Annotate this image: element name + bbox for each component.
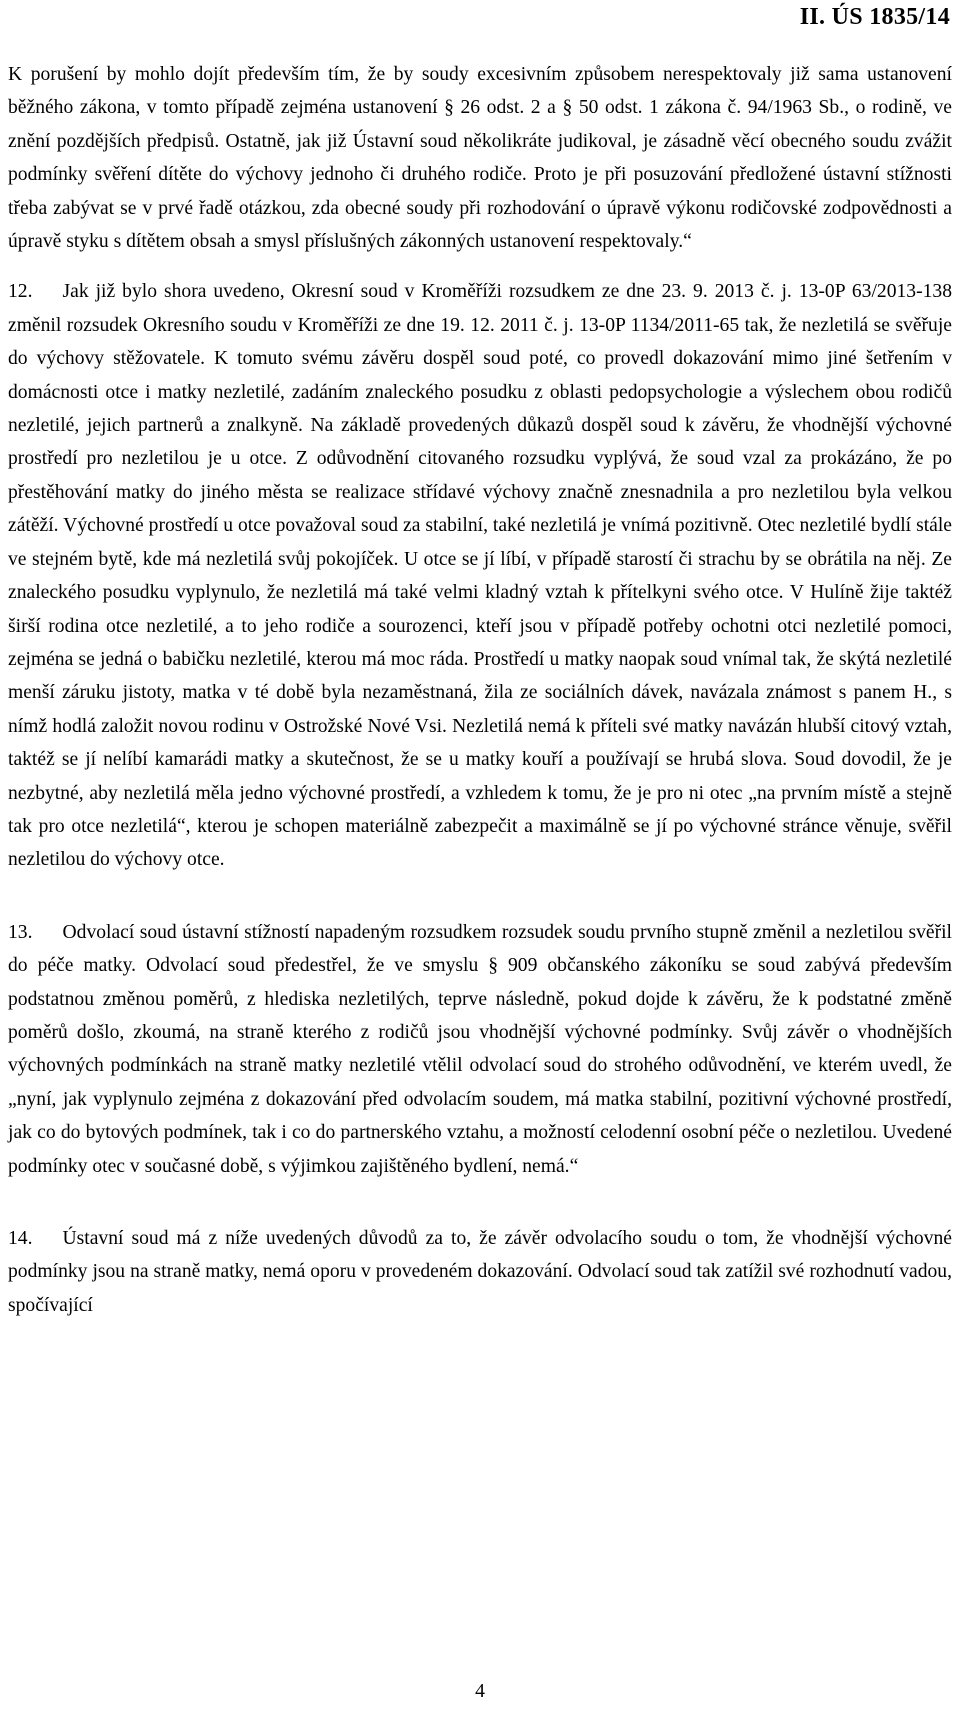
document-body [8,58,952,1322]
page-number: 4 [475,1681,485,1702]
paragraph-13 [8,916,952,1183]
paragraph-number: 12. [8,281,33,303]
paragraph-14 [8,1222,952,1322]
paragraph-number: 13. [8,921,33,943]
paragraph-gap [8,258,952,275]
paragraph-gap [8,877,952,916]
paragraph-text: Jak již bylo shora uvedeno, Okresní soud v Kroměříži rozsudkem ze dne 23. 9. 2013 č. j. 13-0P 63/2013-138 změnil rozsudek Okresního soudu v Kroměříži ze dne 19. 12. 2011 č. j. 13-0P 1134/2011-65 tak, že nezletilá se svěřuje do výchovy stěžovatele. K tomuto svému závěru dospěl soud poté, co provedl dokazování mimo jiné šetřením v domácnosti otce i matky nezletilé, zadáním znaleckého posudku z oblasti pedopsychologie a výslechem obou rodičů nezletilé, jejich partnerů a znalkyně. Na základě provedených důkazů dospěl soud k závěru, že vhodnější výchovné prostředí pro nezletilou je u otce. Z odůvodnění citovaného rozsudku vyplývá, že soud vzal za prokázáno, že po přestěhování matky do jiného města se realizace střídavé výchovy značně znesnadnila a pro nezletilou byla velkou zátěží. Výchovné prostředí u otce považoval soud za stabilní, také nezletilá je vnímá pozitivně. Otec nezletilé bydlí stále ve stejném bytě, kde má nezletilá svůj pokojíček. U otce se jí líbí, v případě starostí či strachu by se obrátila na něj. Ze znaleckého posudku vyplynulo, že nezletilá má také velmi kladný vztah k přítelkyni svého otce. V Hulíně žije taktéž širší rodina otce nezletilé, a to jeho rodiče a sourozenci, kteří jsou v případě potřeby ochotni otci nezletilé pomoci, zejména se jedná o babičku nezletilé, kterou má moc ráda. Prostředí u matky naopak soud vnímal tak, že skýtá nezletilé menší záruku jistoty, matka v té době byla nezaměstnaná, žila ze sociálních dávek, navázala známost s panem H., s nímž hodlá založit novou rodinu v Ostrožské Nové Vsi. Nezletilá nemá k příteli své matky navázán hlubší citový vztah, taktéž se jí nelíbí kamarádi matky a skutečnost, že se u matky kouří a používají se hrubá slova. Soud dovodil, že je nezbytné, aby nezletilá měla jedno výchovné prostředí, a vzhledem k tomu, že je pro ni otec „na prvním místě a stejně tak pro otce nezletilá“, kterou je schopen materiálně zabezpečit a maximálně se jí po výchovné stránce věnuje, svěřil nezletilou do výchovy otce. [8,281,952,871]
paragraph-intro: K porušení by mohlo dojít především tím, že by soudy excesivním způsobem nerespektovaly již sama ustanovení běžného zákona, v tomto případě zejména ustanovení § 26 odst. 2 a § 50 odst. 1 zákona č. 94/1963 Sb., o rodině, ve znění pozdějších předpisů. Ostatně, jak již Ústavní soud několikráte judikoval, je zásadně věcí obecného soudu zvážit podmínky svěření dítěte do výchovy jednoho či druhého rodiče. Proto je při posuzování předložené ústavní stížnosti třeba zabývat se v prvé řadě otázkou, zda obecné soudy při rozhodování o úpravě výkonu rodičovské zodpovědnosti a úpravě styku s dítětem obsah a smysl příslušných zákonných ustanovení respektovaly.“ [8,64,952,253]
paragraph-number: 14. [8,1228,33,1249]
paragraph-gap [8,1183,952,1222]
paragraph-text: Ústavní soud má z níže uvedených důvodů za to, že závěr odvolacího soudu o tom, že vhodnější výchovné podmínky jsou na straně matky, nemá oporu v provedeném dokazování. Odvolací soud tak zatížil své rozhodnutí vadou, spočívající [8,1228,952,1316]
paragraph-12 [8,275,952,876]
document-number: II. ÚS 1835/14 [799,4,950,30]
paragraph-text: Odvolací soud ústavní stížností napadeným rozsudkem rozsudek soudu prvního stupně změnil a nezletilou svěřil do péče matky. Odvolací soud předestřel, že ve smyslu § 909 občanského zákoníku se soud zabývá především podstatnou změnou poměrů, z hlediska nezletilých, teprve následně, pokud dojde k závěru, že k podstatné změně poměrů došlo, zkoumá, na straně kterého z rodičů jsou vhodnější výchovné podmínky. Svůj závěr o vhodnějších výchovných podmínkách na straně matky nezletilé vtělil odvolací soud do strohého odůvodnění, ve kterém uvedl, že „nyní, jak vyplynulo zejména z dokazování před odvolacím soudem, má matka stabilní, pozitivní výchovné prostředí, jak co do bytových podmínek, tak i co do partnerského vztahu, a možností celodenní osobní péče o nezletilou. Uvedené podmínky otec v současné době, s výjimkou zajištěného bydlení, nemá.“ [8,921,952,1177]
